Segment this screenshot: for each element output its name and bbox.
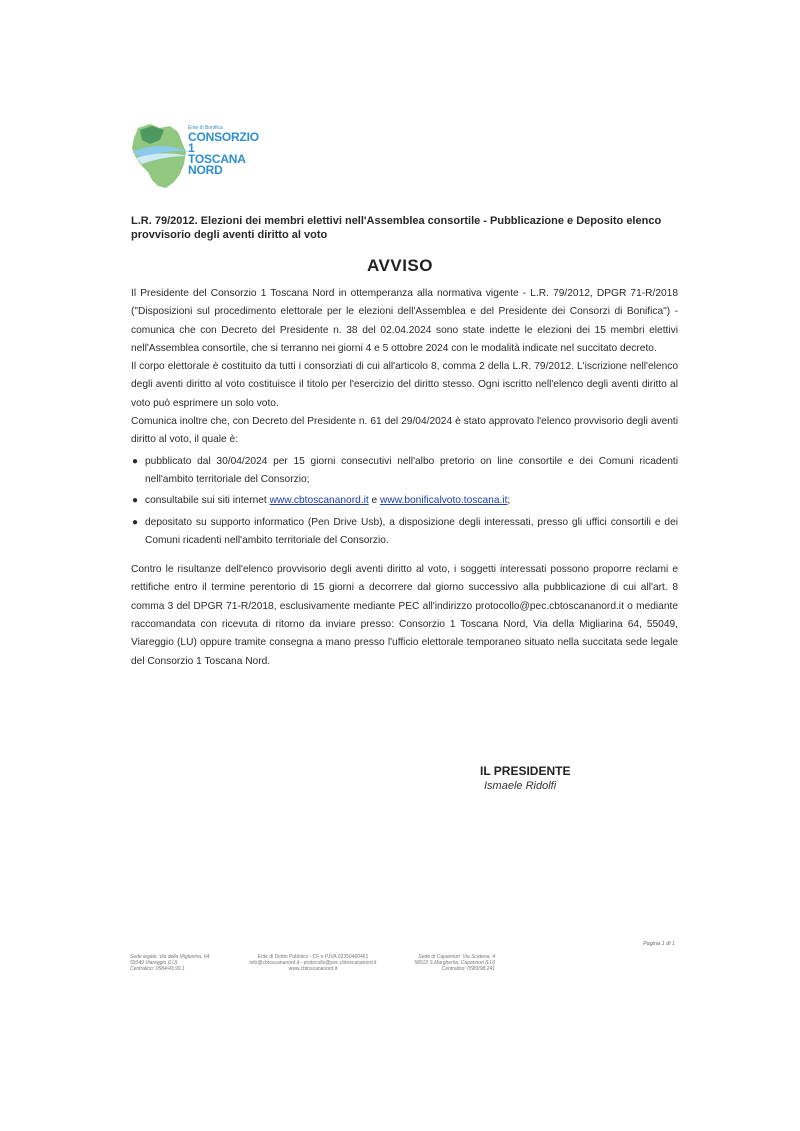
footer-right	[400, 954, 495, 972]
footer-line: Centralino: 0583/98.241	[441, 966, 495, 972]
footer-line: www.cbtoscananord.it	[288, 966, 338, 972]
list-item	[131, 453, 678, 490]
logo-line-1: CONSORZIO 1	[188, 130, 259, 155]
footer-line: Sede legale: Via della Migliarina, 64	[130, 954, 210, 960]
bullet-text: consultabile sui siti internet	[145, 495, 270, 507]
footer-line: Centralino: 0584/43.99.1	[130, 966, 185, 972]
link-cbtoscananord[interactable]: www.cbtoscananord.it	[269, 495, 369, 507]
bullet-text: e	[368, 495, 380, 507]
footer-center	[238, 954, 388, 972]
paragraph-intro: Il Presidente del Consorzio 1 Toscana Nord in ottemperanza alla normativa vigente - L.R. 79/2012, DPGR 71-R/2018 ("Disposizioni sul procedimento elettorale per le elezioni dell'Assemblea e del Presidente dei Consorzi di Bonifica") - comunica che con Decreto del Presidente n. 38 del 02.04.2024 sono state indette le elezioni dei 15 membri elettivi nell'Assemblea consortile, che si terranno nei giorni 4 e 5 ottobre 2024 con le modalità indicate nel succitato decreto.	[131, 288, 678, 354]
footer-line: Sede di Capannori: Via Scatena, 4	[418, 954, 495, 960]
notice-body	[131, 285, 678, 671]
footer-left	[130, 954, 230, 972]
bullet-icon: ●	[132, 495, 139, 507]
footer-line: info@cbtoscananord.it - protocollo@pec.cbtoscananord.it	[249, 960, 377, 966]
bullet-list	[131, 453, 678, 550]
paragraph-complaints: Contro le risultanze dell'elenco provvisorio degli aventi diritto al voto, i soggetti interessati possono proporre reclami e rettifiche entro il termine perentorio di 15 giorni a decorrere dal giorno successivo alla pubblicazione di cui all'art. 8 comma 3 del DPGR 71-R/2018, esclusivamente mediante PEC all'indirizzo protocollo@pec.cbtoscananord.it o mediante raccomandata con ricevuta di ritorno da inviare presso: Consorzio 1 Toscana Nord, Via della Migliarina 64, 55049, Viareggio (LU) oppure tramite consegna a mano presso l'ufficio elettorale temporaneo situato nella succitata sede legale del Consorzio 1 Toscana Nord.	[131, 564, 678, 667]
logo-line-2: TOSCANA	[188, 152, 246, 166]
bullet-text: pubblicato dal 30/04/2024 per 15 giorni consecutivi nell'albo pretorio on line consortile e dei Comuni ricadenti nell'ambito territoriale del Consorzio;	[145, 455, 678, 485]
bullet-text: depositato su supporto informatico (Pen Drive Usb), a disposizione degli interessati, presso gli uffici consortili e dei Comuni ricadenti nell'ambito territoriale del Consorzio.	[145, 516, 678, 546]
footer-line: 58012 S.Margherita, Capannori (LU)	[414, 960, 495, 966]
logo-line-3: NORD	[188, 163, 223, 177]
paragraph-electorate: Il corpo elettorale è costituito da tutti i consorziati di cui all'articolo 8, comma 2 della L.R. 79/2012. L'iscrizione nell'elenco degli aventi diritto al voto costituisce il titolo per l'esercizio del diritto stesso. Ogni iscritto nell'elenco degli aventi diritto al voto può esprimere un solo voto.	[131, 361, 678, 409]
signature-block	[480, 764, 570, 792]
page-number: Pagina 1 di 1	[643, 941, 676, 947]
link-bonificalvoto[interactable]: www.bonificalvoto.toscana.it	[380, 495, 508, 507]
signature-name: Ismaele Ridolfi	[484, 780, 557, 792]
footer-line: Ente di Diritto Pubblico - CF e P.IVA 02350460461	[257, 954, 369, 960]
page-title: AVVISO	[367, 256, 433, 275]
bullet-icon: ●	[132, 455, 139, 467]
bullet-icon: ●	[132, 516, 139, 528]
logo-text	[188, 126, 259, 176]
list-item	[131, 492, 678, 510]
bullet-text: ;	[507, 495, 511, 507]
signature-role: IL PRESIDENTE	[480, 764, 571, 778]
footer-line: 55049 Viareggio (LU)	[130, 960, 178, 966]
list-item	[131, 514, 678, 551]
subject-heading: L.R. 79/2012. Elezioni dei membri elettivi nell'Assemblea consortile - Pubblicazione e Deposito elenco provvisorio degli aventi diritto al voto	[131, 215, 662, 241]
consorzio-logo	[130, 122, 259, 192]
paragraph-list-approval: Comunica inoltre che, con Decreto del Presidente n. 61 del 29/04/2024 è stato approvato l'elenco provvisorio degli aventi diritto al voto, il quale è:	[131, 416, 678, 446]
logo-small-text: Ente di Bonifica	[188, 125, 223, 131]
